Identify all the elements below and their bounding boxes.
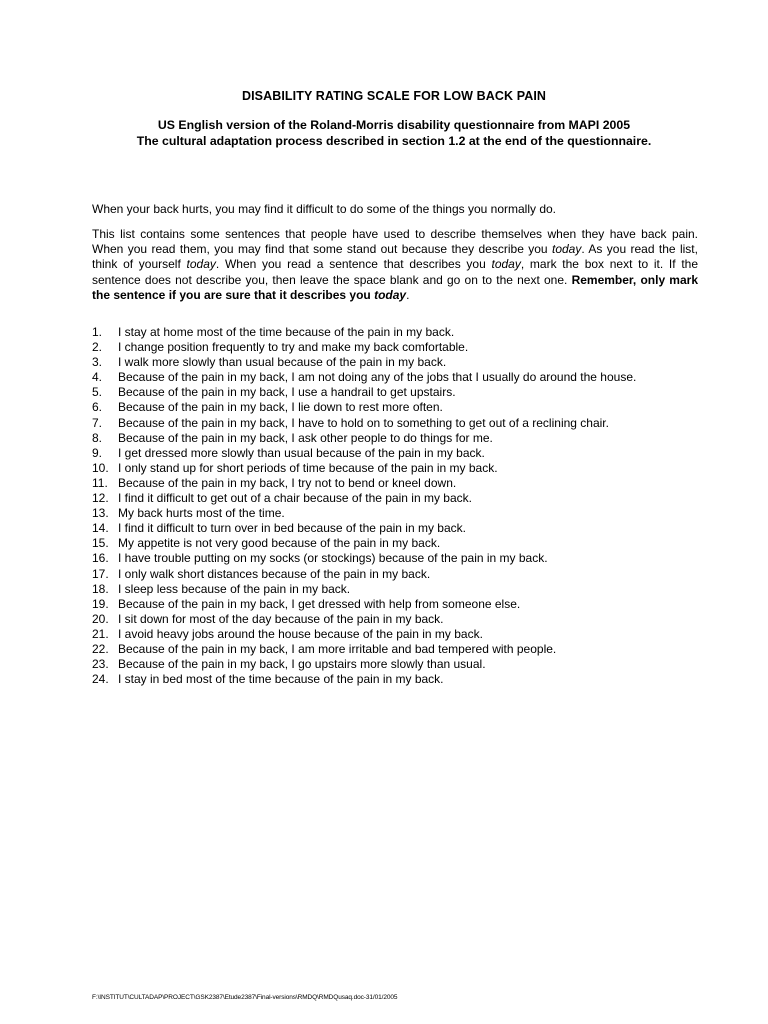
questionnaire-item [92,536,712,551]
item-text: I stay in bed most of the time because of the pain in my back. [118,672,444,687]
item-text: My appetite is not very good because of the pain in my back. [118,536,441,551]
item-number: 13. [92,506,109,521]
today-emphasis: today [374,287,407,302]
item-text: I walk more slowly than usual because of the pain in my back. [118,355,447,370]
item-number: 14. [92,521,109,536]
item-text: I have trouble putting on my socks (or stockings) because of the pain in my back. [118,551,548,566]
item-number: 2. [92,340,103,355]
questionnaire-item [92,476,712,491]
questionnaire-item [92,325,712,340]
item-number: 12. [92,491,109,506]
questionnaire-item [92,416,712,431]
item-number: 18. [92,581,109,596]
item-number: 19. [92,596,109,611]
questionnaire-item [92,370,712,385]
today-emphasis: today [491,257,521,272]
instructions-paragraph [92,227,698,303]
questionnaire-item [92,567,712,582]
questionnaire-item [92,612,712,627]
item-text: Because of the pain in my back, I use a handrail to get upstairs. [118,385,456,400]
today-emphasis: today [186,257,216,272]
questionnaire-item [92,400,712,415]
item-text: Because of the pain in my back, I try not to bend or kneel down. [118,475,457,490]
questionnaire-item [92,672,712,687]
questionnaire-item [92,642,712,657]
item-text: I stay at home most of the time because of the pain in my back. [118,325,455,339]
instructions-text-4: , mark the box next to it. If the sentence does not describe you, then leave the space blank and go on to the next one. [92,257,699,287]
item-text: My back hurts most of the time. [118,506,285,521]
item-text: Because of the pain in my back, I go upstairs more slowly than usual. [118,657,486,672]
file-path-footer: F:\INSTITUT\CULTADAP\PROJECT\GSK2387\Etude2387\Final-versions\RMDQ\RMDQusaq.doc-31/01/2005 [92,994,398,1001]
item-number: 16. [92,551,109,566]
item-text: I avoid heavy jobs around the house because of the pain in my back. [118,626,483,641]
item-number: 11. [92,475,108,490]
item-text: Because of the pain in my back, I am not doing any of the jobs that I usually do around the house. [118,370,637,385]
item-text: I only walk short distances because of the pain in my back. [118,566,431,581]
document-subtitle [0,118,768,149]
instructions-text-3: . When you read a sentence that describes you [215,257,492,272]
instructions-end: . [406,287,410,302]
item-text: Because of the pain in my back, I am more irritable and bad tempered with people. [118,641,557,656]
questionnaire-item [92,491,712,506]
item-text: I get dressed more slowly than usual because of the pain in my back. [118,445,485,460]
questionnaire-item [92,627,712,642]
item-number: 22. [92,641,109,656]
item-number: 3. [92,355,103,370]
questionnaire-item [92,461,712,476]
item-number: 4. [92,370,103,385]
item-text: I sleep less because of the pain in my back. [118,581,351,596]
document-title: DISABILITY RATING SCALE FOR LOW BACK PAIN [241,89,547,103]
item-number: 7. [92,415,103,430]
item-number: 15. [92,536,109,551]
questionnaire-item [92,385,712,400]
questionnaire-item [92,597,712,612]
questionnaire-item [92,431,712,446]
item-text: Because of the pain in my back, I lie down to rest more often. [118,400,443,415]
item-number: 24. [92,672,109,687]
item-text: I find it difficult to turn over in bed because of the pain in my back. [118,521,466,536]
questionnaire-item [92,446,712,461]
item-number: 9. [92,445,103,460]
questionnaire-item [92,506,712,521]
instructions-text-1: This list contains some sentences that people have used to describe themselves when they have back pain. When you read them, you may find that some stand out because they describe you [92,227,698,257]
item-number: 17. [92,566,109,581]
subtitle-line-2: The cultural adaptation process described in section 1.2 at the end of the questionnaire. [136,133,652,148]
questionnaire-item [92,340,712,355]
subtitle-line-1: US English version of the Roland-Morris disability questionnaire from MAPI 2005 [157,118,631,132]
today-emphasis: today [551,242,582,257]
item-number: 1. [92,325,103,339]
questionnaire-item [92,521,712,536]
intro-sentence: When your back hurts, you may find it difficult to do some of the things you normally do. [92,202,557,216]
questionnaire-item [92,355,712,370]
item-number: 21. [92,626,109,641]
item-number: 6. [92,400,103,415]
item-text: I change position frequently to try and make my back comfortable. [118,340,469,355]
remember-text: Remember, only mark the sentence if you are sure that it describes you [92,272,698,302]
questionnaire-item [92,657,712,672]
item-text: I sit down for most of the day because of the pain in my back. [118,611,444,626]
questionnaire-item [92,582,712,597]
item-text: Because of the pain in my back, I get dressed with help from someone else. [118,596,521,611]
item-text: I find it difficult to get out of a chair because of the pain in my back. [118,491,472,506]
item-text: Because of the pain in my back, I have to hold on to something to get out of a reclining chair. [118,415,609,430]
item-text: Because of the pain in my back, I ask other people to do things for me. [118,430,493,445]
item-text: I only stand up for short periods of time because of the pain in my back. [118,460,498,475]
instructions-text-2: . As you read the list, think of yourself [92,242,698,272]
item-number: 10. [92,460,109,475]
item-number: 8. [92,430,103,445]
item-number: 5. [92,385,103,400]
item-number: 20. [92,611,109,626]
questionnaire-items [92,325,712,687]
questionnaire-item [92,551,712,566]
item-number: 23. [92,657,109,672]
